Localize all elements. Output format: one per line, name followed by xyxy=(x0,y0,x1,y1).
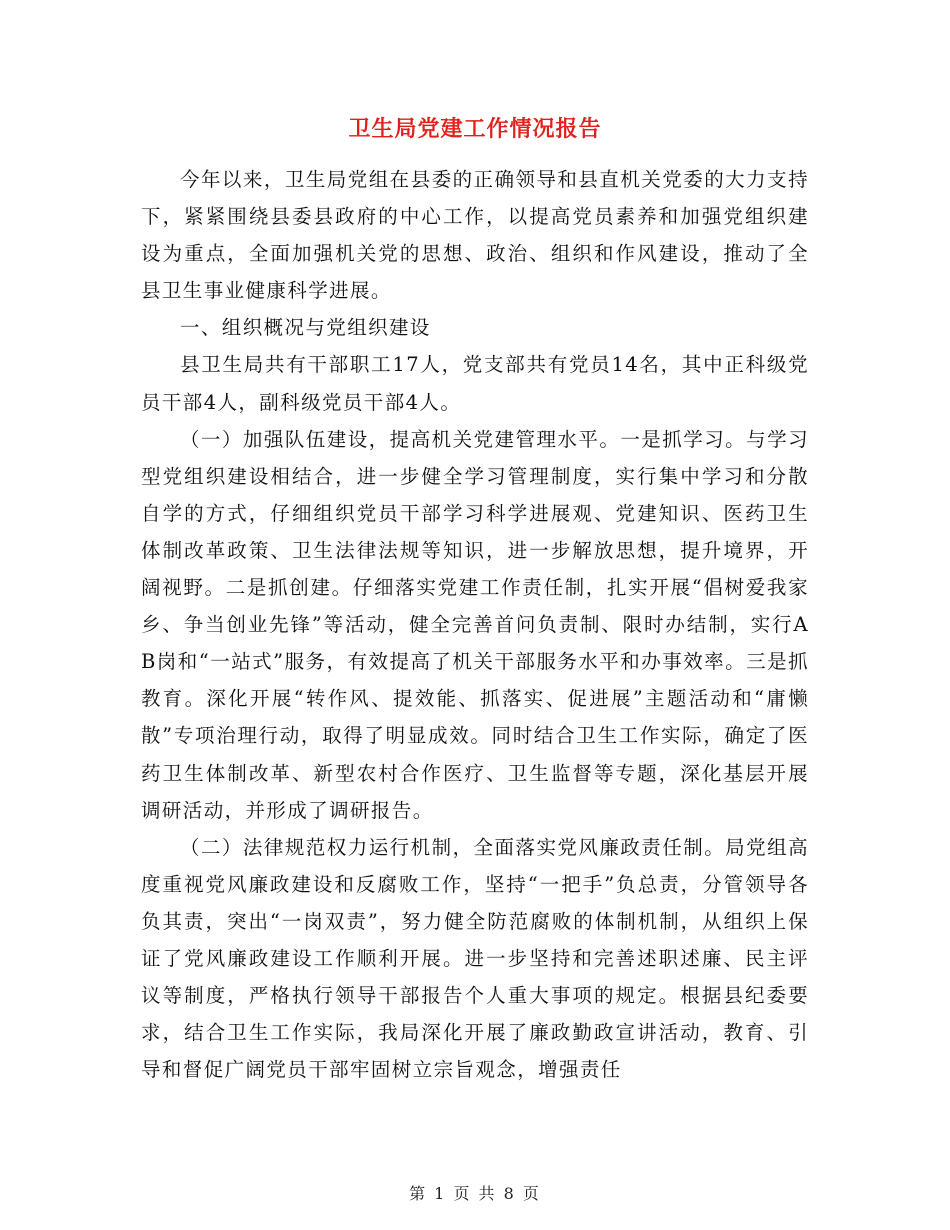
document-title: 卫生局党建工作情况报告 xyxy=(348,116,602,142)
document-body xyxy=(141,161,809,1088)
paragraph-team-building: （一）加强队伍建设，提高机关党建管理水平。一是抓学习。与学习型党组织建设相结合，进一步健全学习管理制度，实行集中学习和分散自学的方式，仔细组织党员干部学习科学进展观、党建知识、医药卫生体制改革政策、卫生法律法规等知识，进一步解放思想，提升境界，开阔视野。二是抓创建。仔细落实党建工作责任制，扎实开展“倡树爱我家乡、争当创业先锋”等活动，健全完善首问负责制、限时办结制，实行AB岗和“一站式”服务，有效提高了机关干部服务水平和办事效率。三是抓教育。深化开展“转作风、提效能、抓落实、促进展”主题活动和“庸懒散”专项治理行动，取得了明显成效。同时结合卫生工作实际，确定了医药卫生体制改革、新型农村合作医疗、卫生监督等专题，深化基层开展调研活动，并形成了调研报告。 xyxy=(141,427,809,822)
paragraph-anti-corruption: （二）法律规范权力运行机制，全面落实党风廉政责任制。局党组高度重视党风廉政建设和反腐败工作，坚持“一把手”负总责，分管领导各负其责，突出“一岗双责”，努力健全防范腐败的体制机制，从组织上保证了党风廉政建设工作顺利开展。进一步坚持和完善述职述廉、民主评议等制度，严格执行领导干部报告个人重大事项的规定。根据县纪委要求，结合卫生工作实际，我局深化开展了廉政勤政宣讲活动，教育、引导和督促广阔党员干部牢固树立宗旨观念，增强责任 xyxy=(141,835,809,1082)
paragraph-overview: 县卫生局共有干部职工17人，党支部共有党员14名，其中正科级党员干部4人，副科级党员干部4人。 xyxy=(141,353,809,414)
page-number: 第 1 页 共 8 页 xyxy=(409,1184,541,1203)
paragraph-intro: 今年以来，卫生局党组在县委的正确领导和县直机关党委的大力支持下，紧紧围绕县委县政府的中心工作，以提高党员素养和加强党组织建设为重点，全面加强机关党的思想、政治、组织和作风建设，推动了全县卫生事业健康科学进展。 xyxy=(141,168,809,303)
section-heading: 一、组织概况与党组织建设 xyxy=(180,316,431,340)
